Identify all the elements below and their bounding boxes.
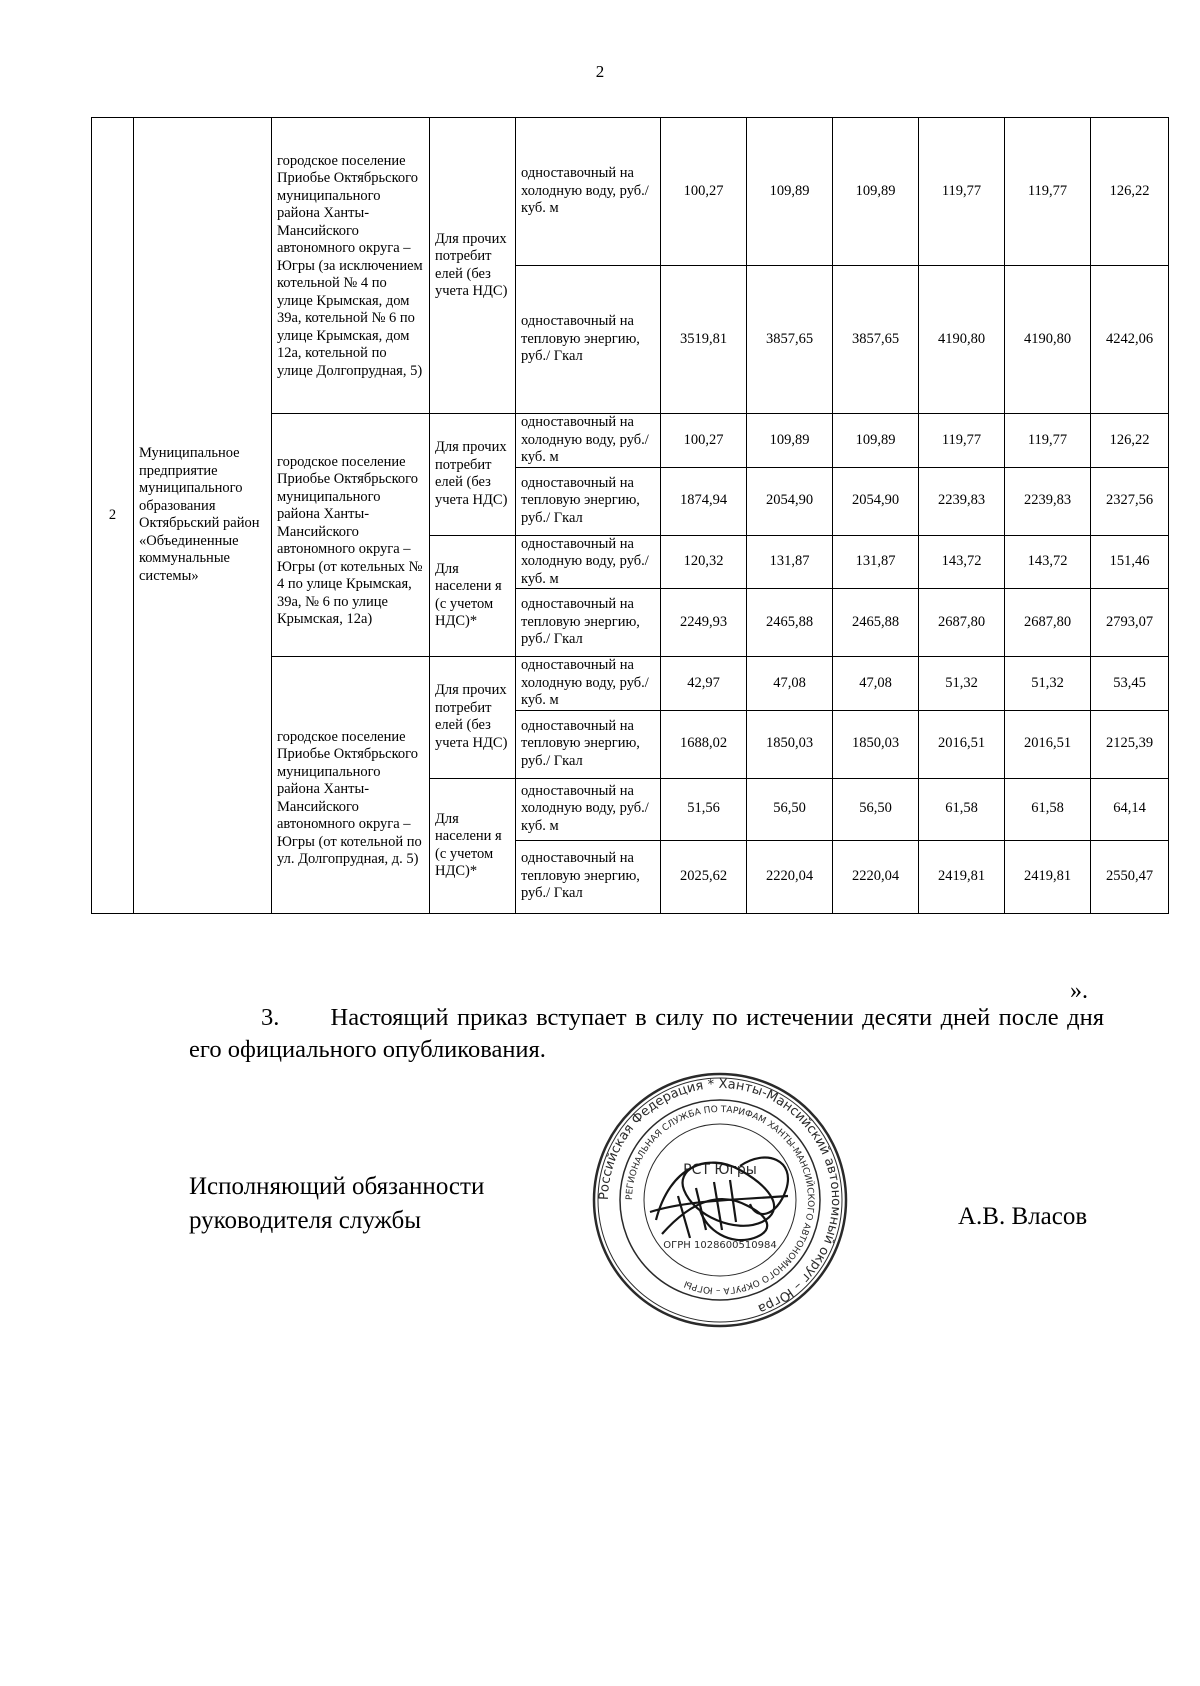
- stamp-outer-text: Российская Федерация * Ханты-Мансийский автономный округ – Югра: [596, 1076, 844, 1316]
- territory-cell: городское поселение Приобье Октябрьского муниципального района Ханты-Мансийского автономного округа – Югры (от котельной по ул. Долгопрудная, д. 5): [272, 657, 430, 914]
- tariff-value-cell: 131,87: [833, 535, 919, 589]
- tariff-value-cell: 2220,04: [747, 840, 833, 913]
- stamp-center-text: РСТ Югры: [683, 1162, 757, 1178]
- consumer-cell: Для прочих потребит елей (без учета НДС): [430, 657, 516, 779]
- page-number: 2: [595, 62, 605, 81]
- tariff-value-cell: 2016,51: [919, 710, 1005, 778]
- tariff-value-cell: 61,58: [919, 778, 1005, 840]
- territory-cell: городское поселение Приобье Октябрьского муниципального района Ханты-Мансийского автономного округа – Югры (за исключением котельной № 4 по улице Крымская, дом 39а, котельной № 6 по улице Крымская, дом 12а, котельной по улице Долгопрудная, 5): [272, 118, 430, 414]
- tariff-value-cell: 109,89: [833, 414, 919, 468]
- table-row: [92, 118, 1169, 266]
- tariff-value-cell: 2239,83: [919, 467, 1005, 535]
- tariff-value-cell: 2687,80: [1005, 589, 1091, 657]
- tariff-value-cell: 2550,47: [1091, 840, 1169, 913]
- tariff-value-cell: 61,58: [1005, 778, 1091, 840]
- tariff-value-cell: 119,77: [1005, 414, 1091, 468]
- tariff-value-cell: 1688,02: [661, 710, 747, 778]
- tariff-value-cell: 4190,80: [1005, 266, 1091, 414]
- tariff-value-cell: 4242,06: [1091, 266, 1169, 414]
- paragraph-text: Настоящий приказ вступает в силу по истечении десяти дней после дня его официального опубликования.: [189, 1004, 1104, 1063]
- tariff-value-cell: 119,77: [919, 414, 1005, 468]
- tariff-type-cell: одноставочный на тепловую энергию, руб./ Гкал: [516, 710, 661, 778]
- consumer-cell: Для прочих потребит елей (без учета НДС): [430, 118, 516, 414]
- signatory-name: А.В. Власов: [958, 1203, 1088, 1230]
- tariff-value-cell: 100,27: [661, 118, 747, 266]
- tariff-value-cell: 4190,80: [919, 266, 1005, 414]
- tariff-value-cell: 2687,80: [919, 589, 1005, 657]
- signature-position: [189, 1170, 484, 1238]
- tariff-value-cell: 1850,03: [833, 710, 919, 778]
- tariff-value-cell: 2220,04: [833, 840, 919, 913]
- tariff-type-cell: одноставочный на холодную воду, руб./куб. м: [516, 414, 661, 468]
- tariff-value-cell: 2125,39: [1091, 710, 1169, 778]
- tariff-value-cell: 2016,51: [1005, 710, 1091, 778]
- stamp-inner-text: РЕГИОНАЛЬНАЯ СЛУЖБА ПО ТАРИФАМ ХАНТЫ-МАНСИЙСКОГО АВТОНОМНОГО ОКРУГА – ЮГРЫ: [624, 1104, 816, 1296]
- tariff-value-cell: 47,08: [747, 657, 833, 711]
- stamp-ogrn: ОГРН 1028600510984: [663, 1240, 777, 1251]
- tariff-value-cell: 53,45: [1091, 657, 1169, 711]
- tariff-value-cell: 2327,56: [1091, 467, 1169, 535]
- closing-quote: ».: [1070, 978, 1088, 1004]
- tariff-value-cell: 56,50: [833, 778, 919, 840]
- tariff-value-cell: 2054,90: [833, 467, 919, 535]
- tariff-value-cell: 109,89: [747, 414, 833, 468]
- tariff-value-cell: 3857,65: [833, 266, 919, 414]
- tariff-value-cell: 2465,88: [833, 589, 919, 657]
- tariff-value-cell: 1850,03: [747, 710, 833, 778]
- tariff-value-cell: 1874,94: [661, 467, 747, 535]
- tariff-type-cell: одноставочный на тепловую энергию, руб./ Гкал: [516, 467, 661, 535]
- tariff-type-cell: одноставочный на тепловую энергию, руб./ Гкал: [516, 840, 661, 913]
- tariff-value-cell: 2419,81: [919, 840, 1005, 913]
- official-stamp: [590, 1070, 850, 1330]
- tariff-value-cell: 3519,81: [661, 266, 747, 414]
- tariff-value-cell: 143,72: [1005, 535, 1091, 589]
- tariff-type-cell: одноставочный на холодную воду, руб./куб. м: [516, 535, 661, 589]
- tariff-value-cell: 2465,88: [747, 589, 833, 657]
- tariff-type-cell: одноставочный на тепловую энергию, руб./ Гкал: [516, 266, 661, 414]
- tariff-value-cell: 2025,62: [661, 840, 747, 913]
- consumer-cell: Для населени я (с учетом НДС)*: [430, 778, 516, 913]
- tariff-type-cell: одноставочный на холодную воду, руб./куб. м: [516, 118, 661, 266]
- tariff-value-cell: 119,77: [1005, 118, 1091, 266]
- tariff-type-cell: одноставочный на тепловую энергию, руб./ Гкал: [516, 589, 661, 657]
- tariff-value-cell: 51,32: [1005, 657, 1091, 711]
- tariff-value-cell: 2054,90: [747, 467, 833, 535]
- tariff-value-cell: 47,08: [833, 657, 919, 711]
- tariff-value-cell: 2239,83: [1005, 467, 1091, 535]
- consumer-cell: Для населени я (с учетом НДС)*: [430, 535, 516, 657]
- tariff-value-cell: 131,87: [747, 535, 833, 589]
- tariff-value-cell: 126,22: [1091, 414, 1169, 468]
- tariff-table-body: [92, 118, 1169, 914]
- tariff-value-cell: 64,14: [1091, 778, 1169, 840]
- tariff-value-cell: 143,72: [919, 535, 1005, 589]
- tariff-value-cell: 120,32: [661, 535, 747, 589]
- tariff-value-cell: 100,27: [661, 414, 747, 468]
- territory-cell: городское поселение Приобье Октябрьского муниципального района Ханты-Мансийского автономного округа – Югры (от котельных № 4 по улице Крымская, 39а, № 6 по улице Крымская, 12а): [272, 414, 430, 657]
- tariff-table: [91, 117, 1169, 914]
- tariff-value-cell: 2793,07: [1091, 589, 1169, 657]
- paragraph-3: [189, 1002, 1104, 1066]
- tariff-value-cell: 2249,93: [661, 589, 747, 657]
- consumer-cell: Для прочих потребит елей (без учета НДС): [430, 414, 516, 536]
- tariff-value-cell: 56,50: [747, 778, 833, 840]
- organization-cell: Муниципальное предприятие муниципального образования Октябрьский район «Объединенные коммунальные системы»: [134, 118, 272, 914]
- paragraph-number: 3.: [261, 1004, 280, 1031]
- tariff-value-cell: 119,77: [919, 118, 1005, 266]
- tariff-value-cell: 42,97: [661, 657, 747, 711]
- tariff-value-cell: 109,89: [833, 118, 919, 266]
- tariff-value-cell: 51,32: [919, 657, 1005, 711]
- tariff-value-cell: 2419,81: [1005, 840, 1091, 913]
- row-number-cell: 2: [92, 118, 134, 914]
- tariff-value-cell: 109,89: [747, 118, 833, 266]
- signature-position-line2: руководителя службы: [189, 1207, 422, 1234]
- tariff-value-cell: 151,46: [1091, 535, 1169, 589]
- tariff-value-cell: 51,56: [661, 778, 747, 840]
- signature-position-line1: Исполняющий обязанности: [189, 1173, 485, 1200]
- tariff-type-cell: одноставочный на холодную воду, руб./куб. м: [516, 657, 661, 711]
- tariff-type-cell: одноставочный на холодную воду, руб./куб. м: [516, 778, 661, 840]
- tariff-value-cell: 3857,65: [747, 266, 833, 414]
- tariff-value-cell: 126,22: [1091, 118, 1169, 266]
